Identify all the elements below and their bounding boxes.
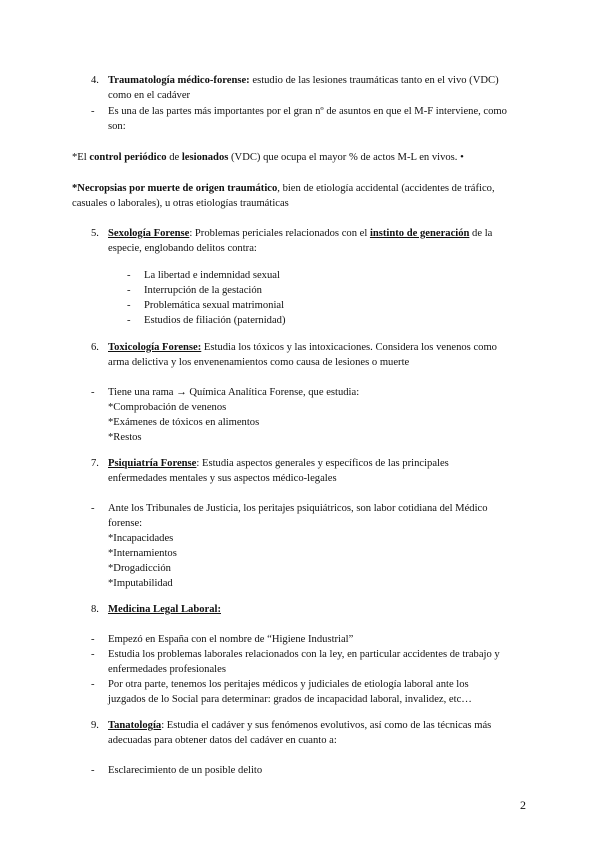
item5-sub-4: Estudios de filiación (paternidad) [144,315,286,326]
item8-bullet2a: Estudia los problemas laborales relacionados con la ley, en particular accidentes de trabajo y [108,649,500,660]
item4-text1: estudio de las lesiones traumáticas tanto en el vivo (VDC) [249,75,499,86]
note1-rest: (VDC) que ocupa el mayor % de actos M-L en vivos. • [228,152,464,163]
page-number: 2 [520,798,526,812]
item7-line-4: *Imputabilidad [108,578,173,589]
item7-line-2: *Internamientos [108,548,177,559]
item5-title: Sexología Forense [108,228,190,239]
item7-bullet1a: Ante los Tribunales de Justicia, los peritajes psiquiátricos, son labor cotidiana del Médico [108,503,488,514]
item6-text2: arma delictiva y los envenenamientos como causa de lesiones o muerte [108,357,410,368]
item8-number: 8. [91,604,99,615]
dash-marker: - [127,300,131,311]
item7-title: Psiquiatría Forense [108,458,197,469]
item7-heading [108,456,568,471]
item9-text2: adecuadas para obtener datos del cadáver en cuanto a: [108,735,337,746]
dash-marker: - [127,270,131,281]
item6-number: 6. [91,342,99,353]
item7-line-3: *Drogadicción [108,563,171,574]
item7-line-1: *Incapacidades [108,533,174,544]
note-necropsias [72,181,562,196]
item5-text1c: de la [469,228,493,239]
item6-line-1: *Comprobación de venenos [108,402,227,413]
item8-bullet2b: enfermedades profesionales [108,664,226,675]
item4-title: Traumatología médico-forense: [108,75,250,86]
item4-bullet1b: son: [108,121,126,132]
item7-bullet1b: forense: [108,518,143,529]
item8-bullet3a: Por otra parte, tenemos los peritajes médicos y judiciales de etiología laboral ante los [108,679,469,690]
dash-marker: - [91,649,95,660]
item5-sub-3: Problemática sexual matrimonial [144,300,285,311]
note1-bold1: control periódico [89,152,167,163]
item8-bullet3b: juzgados de lo Social para determinar: grados de incapacidad laboral, invalidez, etc… [108,694,472,705]
item6-title: Toxicología Forense: [108,342,202,353]
item9-number: 9. [91,720,99,731]
note1-bold2: lesionados [181,152,229,163]
item8-title: Medicina Legal Laboral: [108,604,221,615]
item7-text2: enfermedades mentales y sus aspectos médico-legales [108,473,337,484]
item4-number: 4. [91,75,99,86]
dash-marker: - [91,679,95,690]
item9-bullet1: Esclarecimiento de un posible delito [108,765,263,776]
dash-marker: - [127,285,131,296]
note2-rest: , bien de etiología accidental (accidentes de tráfico, [277,183,495,194]
note2-bold: *Necropsias por muerte de origen traumático [72,183,278,194]
item6-bullet1: Tiene una rama → Química Analítica Forense, que estudia: [108,387,360,398]
item6-text1: Estudia los tóxicos y las intoxicaciones. Considera los venenos como [201,342,497,353]
note1-star: *El [72,152,90,163]
note2-line2: casuales o laborales), u otras etiologías traumáticas [72,198,289,209]
dash-marker: - [91,106,95,117]
item5-text1a: : Problemas periciales relacionados con el [189,228,370,239]
item4-bullet1a: Es una de las partes más importantes por el gran nº de asuntos en que el M-F interviene, como [108,106,507,117]
dash-marker: - [91,765,95,776]
item6-line-3: *Restos [108,432,142,443]
item9-title: Tanatología [108,720,162,731]
note-control-periodico [72,150,552,165]
item7-number: 7. [91,458,99,469]
item5-text2: especie, englobando delitos contra: [108,243,257,254]
dash-marker: - [127,315,131,326]
note1-mid: de [166,152,182,163]
item6-line-2: *Exámenes de tóxicos en alimentos [108,417,260,428]
item5-sub-1: La libertad e indemnidad sexual [144,270,280,281]
dash-marker: - [91,634,95,645]
item5-number: 5. [91,228,99,239]
item7-text1: : Estudia aspectos generales y específicos de las principales [196,458,449,469]
item6-heading [108,340,568,355]
item8-bullet1: Empezó en España con el nombre de “Higiene Industrial” [108,634,354,645]
dash-marker: - [91,387,95,398]
item4-text2: como en el cadáver [108,90,191,101]
item9-heading [108,718,568,733]
item5-heading [108,226,568,241]
item9-text1: : Estudia el cadáver y sus fenómenos evolutivos, así como de las técnicas más [161,720,492,731]
dash-marker: - [91,503,95,514]
item5-sub-2: Interrupción de la gestación [144,285,262,296]
item4-heading [108,73,548,88]
item5-text1b: instinto de generación [369,228,470,239]
